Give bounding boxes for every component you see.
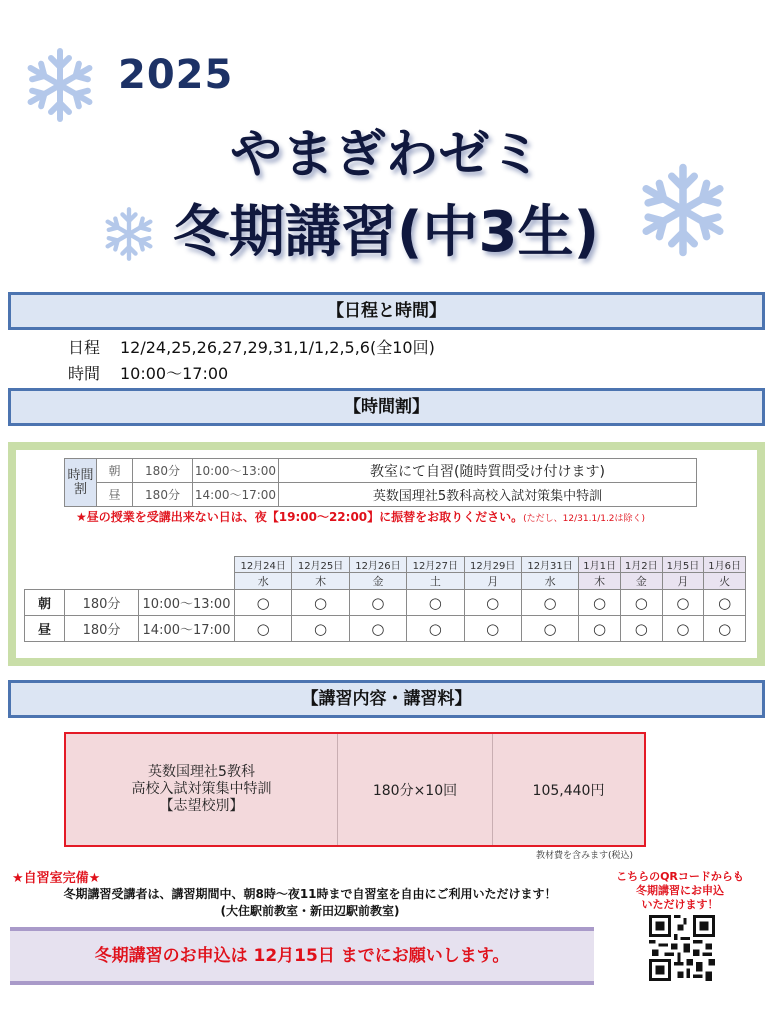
table-row [65,483,697,507]
makeup-note-exception: (ただし、12/31.1/1.2は除く) [523,514,646,524]
study-room-locations: (大住駅前教室・新田辺駅前教室) [220,904,400,918]
table-row [65,459,697,483]
qr-caption [600,870,760,912]
weekday-header: 火 [704,573,746,590]
date-header: 12月24日 [235,557,292,573]
dates-row [68,335,435,358]
attendance-mark: ○ [521,590,578,616]
course-heading: 【講習内容・講習料】 [8,680,765,718]
school-name: やまぎわゼミ [229,125,542,185]
time-label: 時間 [68,364,101,383]
time-row [68,361,228,384]
dates-value: 12/24,25,26,27,29,31,1/1,2,5,6(全10回) [120,338,435,357]
weekday-header: 水 [235,573,292,590]
tax-note: 教材費を含みます(税込) [536,851,634,861]
minutes-cell: 180分 [133,483,193,507]
attendance-mark: ○ [292,590,349,616]
content-cell: 英数国理社5教科高校入試対策集中特訓 [279,483,697,507]
attendance-mark: ○ [662,616,704,642]
attendance-mark: ○ [407,616,464,642]
period-cell: 昼 [25,616,65,642]
qr-caption-line: いただけます！ [641,898,719,911]
time-cell: 10:00〜13:00 [193,459,279,483]
date-header: 12月31日 [521,557,578,573]
date-header: 1月5日 [662,557,704,573]
year: 2025 [118,52,234,98]
schedule-heading: 【日程と時間】 [8,292,765,330]
attendance-mark: ○ [235,616,292,642]
weekday-header: 木 [292,573,349,590]
weekday-header: 土 [407,573,464,590]
date-header: 12月25日 [292,557,349,573]
weekday-header: 金 [349,573,406,590]
date-header: 1月2日 [620,557,662,573]
weekday-header: 木 [579,573,621,590]
course-title: 冬期講習(中3生) [172,200,600,265]
course-price: 105,440円 [532,782,605,799]
minutes-cell: 180分 [65,590,139,616]
attendance-mark: ○ [292,616,349,642]
attendance-mark: ○ [620,590,662,616]
weekday-header: 水 [521,573,578,590]
study-room-title: ★自習室完備★ [12,871,101,886]
attendance-mark: ○ [521,616,578,642]
timetable-heading: 【時間割】 [8,388,765,426]
attendance-mark: ○ [349,616,406,642]
makeup-note [76,508,645,525]
content-cell: 教室にて自習(随時質問受け付けます) [279,459,697,483]
attendance-mark: ○ [579,590,621,616]
course-type: 【志望校別】 [159,798,244,814]
minutes-cell: 180分 [133,459,193,483]
makeup-note-text: ★昼の授業を受講出来ない日は、夜【19:00〜22:00】に振替をお取りください。 [76,510,524,524]
course-duration: 180分×10回 [338,734,493,845]
attendance-mark: ○ [579,616,621,642]
table-row [25,557,746,573]
attendance-mark: ○ [407,590,464,616]
table-row [25,616,746,642]
attendance-mark: ○ [620,616,662,642]
qr-code-icon[interactable] [649,915,715,981]
course-subjects: 英数国理社5教科 [148,764,255,780]
attendance-mark: ○ [235,590,292,616]
attendance-mark: ○ [704,590,746,616]
period-cell: 朝 [97,459,133,483]
course-box [64,732,646,847]
attendance-mark: ○ [464,616,521,642]
time-value: 10:00〜17:00 [120,364,229,383]
calendar-table [24,556,746,642]
time-cell: 10:00〜13:00 [139,590,235,616]
attendance-mark: ○ [662,590,704,616]
date-header: 1月6日 [704,557,746,573]
qr-caption-line: 冬期講習にお申込 [636,884,724,897]
period-cell: 朝 [25,590,65,616]
date-header: 12月27日 [407,557,464,573]
study-room-text: 冬期講習受講者は、講習期間中、朝8時〜夜11時まで自習室を自由にご利用いただけます！ [63,887,557,901]
attendance-mark: ○ [349,590,406,616]
date-header: 1月1日 [579,557,621,573]
time-cell: 14:00〜17:00 [193,483,279,507]
weekday-header: 月 [464,573,521,590]
period-cell: 昼 [97,483,133,507]
minutes-cell: 180分 [65,616,139,642]
apply-deadline: 冬期講習のお申込は 12月15日 までにお願いします。 [10,927,594,985]
weekday-header: 月 [662,573,704,590]
attendance-mark: ○ [704,616,746,642]
weekday-header: 金 [620,573,662,590]
qr-caption-line: こちらのQRコードからも [616,870,744,883]
date-header: 12月26日 [349,557,406,573]
dates-label: 日程 [68,338,101,357]
timetable [64,458,697,507]
course-name: 高校入試対策集中特訓 [131,781,272,797]
course-content [66,734,338,845]
table-row [25,590,746,616]
time-cell: 14:00〜17:00 [139,616,235,642]
date-header: 12月29日 [464,557,521,573]
timetable-label: 時間割 [65,459,97,507]
attendance-mark: ○ [464,590,521,616]
